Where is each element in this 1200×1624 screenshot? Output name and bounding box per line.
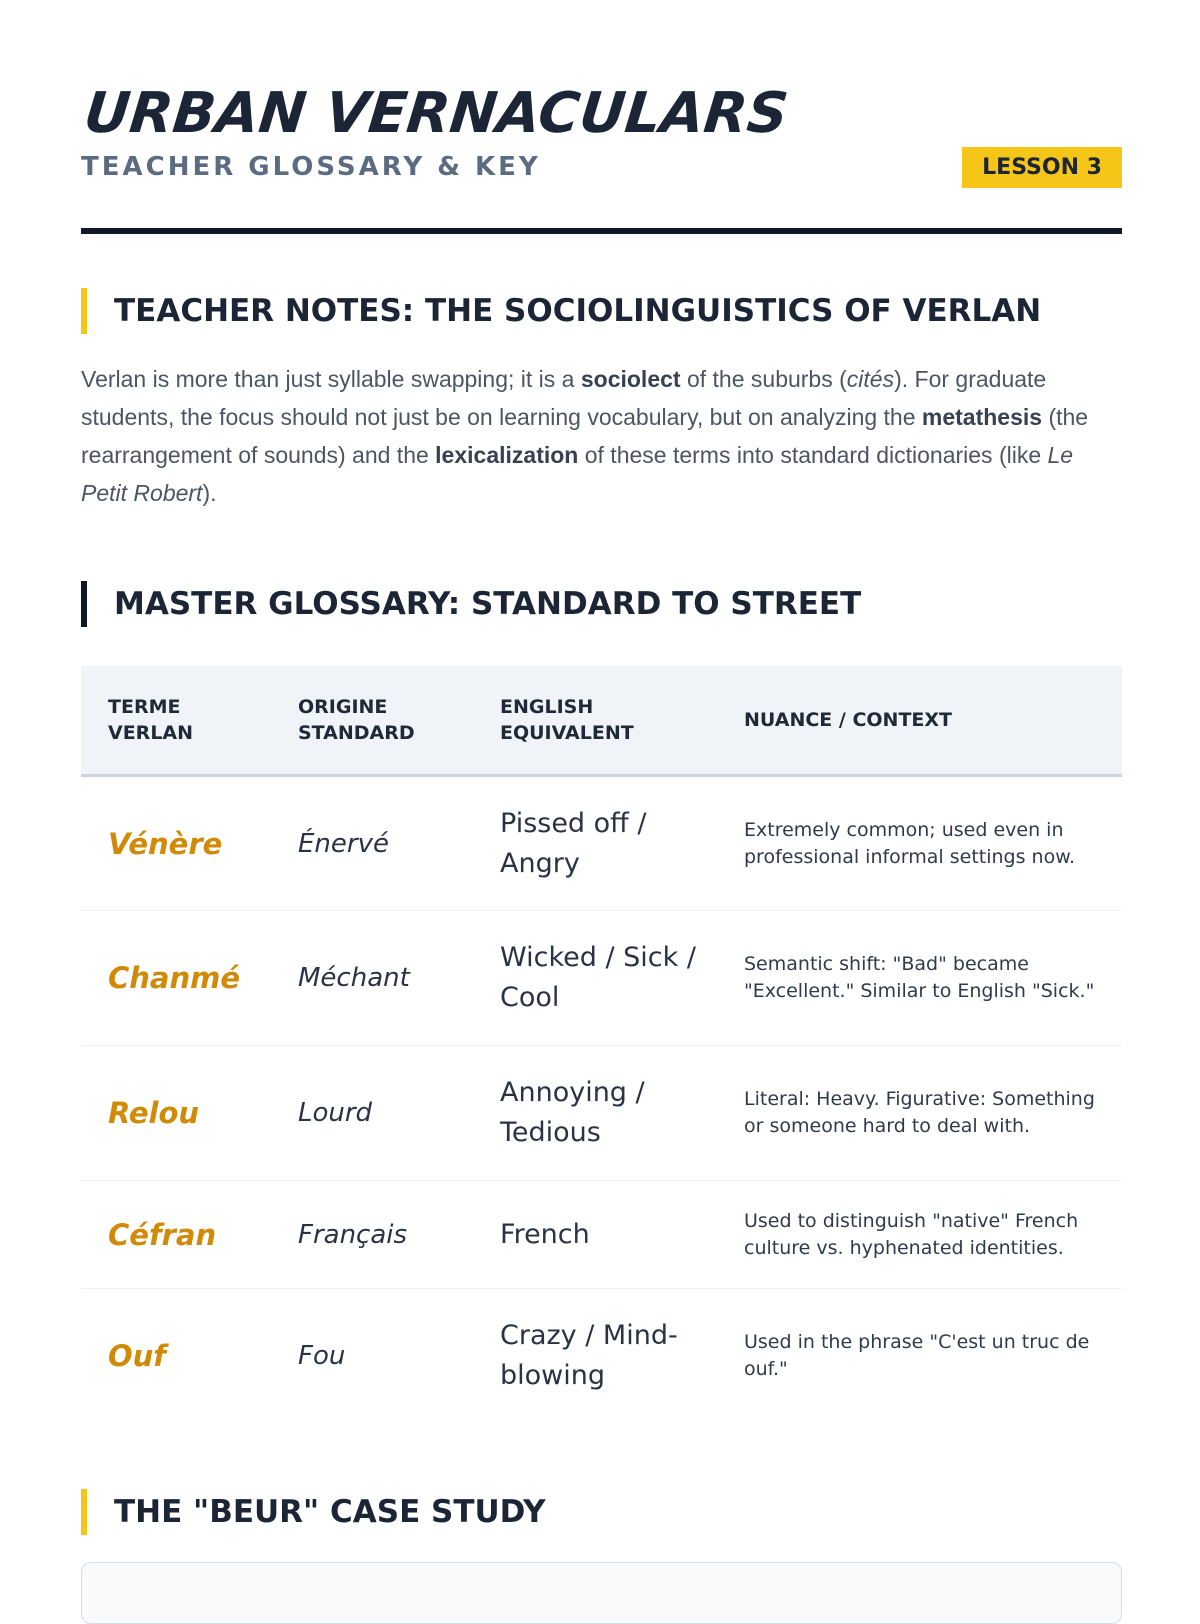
teacher-notes-paragraph xyxy=(81,360,1122,512)
cell-origin: Énervé xyxy=(271,776,473,911)
notes-text: Verlan is more than just syllable swapping; it is a xyxy=(81,366,581,392)
notes-term-lexicalization: lexicalization xyxy=(435,442,579,468)
page-subtitle: TEACHER GLOSSARY & KEY xyxy=(81,152,541,182)
cell-english: Crazy / Mind-blowing xyxy=(500,1320,678,1392)
notes-term-metathesis: metathesis xyxy=(921,404,1043,430)
lesson-badge: LESSON 3 xyxy=(962,147,1122,188)
cell-origin: Français xyxy=(271,1181,473,1289)
page-title: URBAN VERNACULARS xyxy=(81,81,792,146)
header-row xyxy=(81,666,1122,776)
notes-text: (the rearrangement of sounds) and the xyxy=(81,404,1089,468)
cell-nuance: Used in the phrase "C'est un truc de ouf." xyxy=(744,1331,1090,1381)
cell-verlan: Ouf xyxy=(108,1339,166,1374)
case-study-box xyxy=(81,1562,1122,1624)
teacher-notes-heading: TEACHER NOTES: THE SOCIOLINGUISTICS OF VERLAN xyxy=(81,288,1041,334)
cell-english: Annoying / Tedious xyxy=(473,1046,717,1181)
table-row xyxy=(81,911,1122,1046)
cell-english: Wicked / Sick / Cool xyxy=(473,911,717,1046)
table-row xyxy=(81,776,1122,911)
column-header-english: ENGLISH EQUIVALENT xyxy=(473,666,717,776)
cell-nuance: Extremely common; used even in professional informal settings now. xyxy=(717,776,1122,911)
cell-origin: Fou xyxy=(298,1341,346,1372)
notes-term-cites: cités xyxy=(846,366,895,392)
cell-english: Pissed off / Angry xyxy=(473,776,717,911)
table-row xyxy=(81,1046,1122,1181)
column-header-verlan: TERME VERLAN xyxy=(81,666,271,776)
case-study-heading: THE "BEUR" CASE STUDY xyxy=(81,1489,546,1535)
cell-english: French xyxy=(473,1181,717,1289)
glossary-table-header xyxy=(81,666,1122,776)
notes-text: of these terms into standard dictionaries (like xyxy=(578,442,1048,468)
glossary-heading: MASTER GLOSSARY: STANDARD TO STREET xyxy=(81,581,861,627)
cell-origin: Méchant xyxy=(271,911,473,1046)
notes-text: of the suburbs ( xyxy=(680,366,847,392)
page-header xyxy=(81,81,1122,182)
notes-term-petit-robert: Le Petit Robert xyxy=(81,442,1074,506)
table-row xyxy=(81,1181,1122,1289)
column-header-nuance: NUANCE / CONTEXT xyxy=(717,666,1122,776)
cell-verlan: Relou xyxy=(81,1046,271,1181)
cell-origin: Lourd xyxy=(271,1046,473,1181)
cell-nuance: Used to distinguish "native" French culture vs. hyphenated identities. xyxy=(717,1181,1122,1289)
cell-nuance: Literal: Heavy. Figurative: Something or someone hard to deal with. xyxy=(717,1046,1122,1181)
cell-verlan: Vénère xyxy=(81,776,271,911)
notes-text: ). For graduate students, the focus should not just be on learning vocabulary, but on analyzing the xyxy=(81,366,1047,430)
cell-verlan: Céfran xyxy=(81,1181,271,1289)
notes-text: ). xyxy=(202,480,217,506)
header-divider xyxy=(81,228,1122,234)
glossary-table xyxy=(81,666,1122,1424)
notes-term-sociolect: sociolect xyxy=(580,366,681,392)
cell-verlan: Chanmé xyxy=(81,911,271,1046)
table-row xyxy=(81,1289,1122,1424)
cell-nuance: Semantic shift: "Bad" became "Excellent." Similar to English "Sick." xyxy=(717,911,1122,1046)
column-header-origin: ORIGINE STANDARD xyxy=(271,666,473,776)
glossary-table-body xyxy=(81,776,1122,1424)
